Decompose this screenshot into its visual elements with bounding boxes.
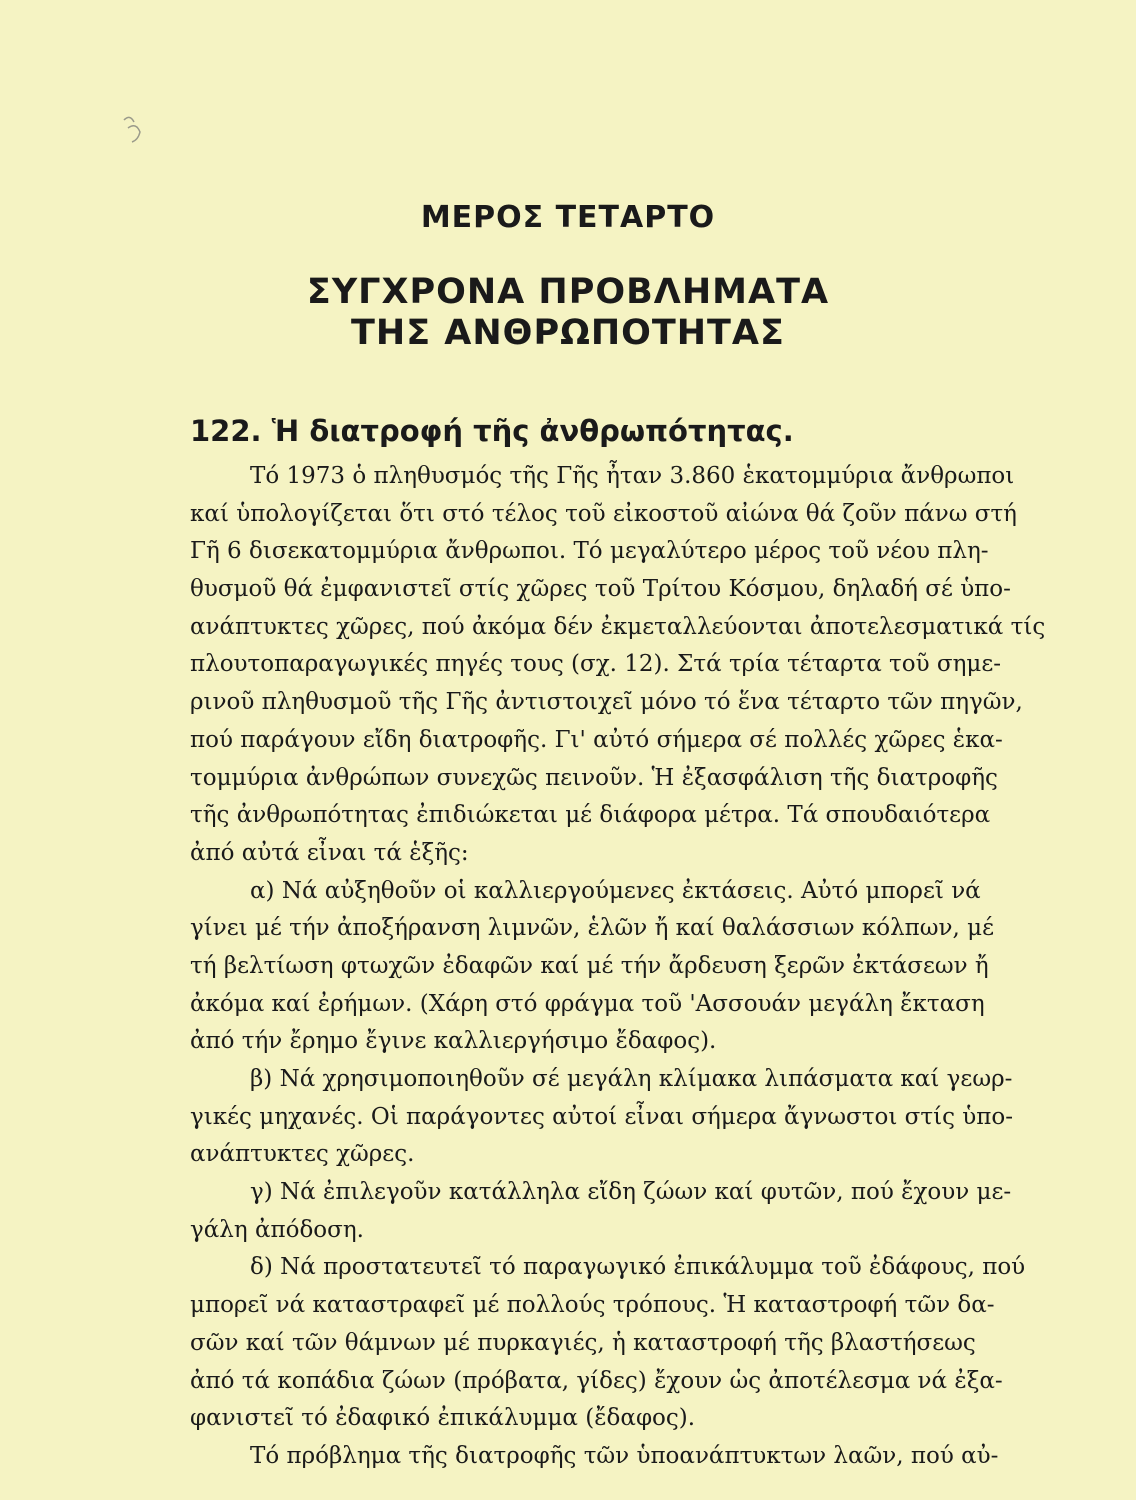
text-line: Γῆ 6 δισεκατομμύρια ἄνθρωποι. Τό μεγαλύτερο μέρος τοῦ νέου πλη- [190,538,989,565]
text-line: καί ὑπολογίζεται ὅτι στό τέλος τοῦ εἰκοστοῦ αἰώνα θά ζοῦν πάνω στή [190,500,1017,527]
text-line: ἀπό αὐτά εἶναι τά ἑξῆς: [190,839,469,866]
text-line: ρινοῦ πληθυσμοῦ τῆς Γῆς ἀντιστοιχεῖ μόνο τό ἕνα τέταρτο τῶν πηγῶν, [190,689,1023,716]
pencil-mark-icon [120,108,150,158]
text-line: φανιστεῖ τό ἐδαφικό ἐπικάλυμμα (ἔδαφος). [190,1405,696,1432]
text-line: Τό πρόβλημα τῆς διατροφῆς τῶν ὑποανάπτυκτων λαῶν, πού αὐ- [250,1442,999,1469]
text-line: γ) Νά ἐπιλεγοῦν κατάλληλα εἴδη ζώων καί φυτῶν, πού ἔχουν με- [250,1179,1012,1206]
text-line: α) Νά αὐξηθοῦν οἱ καλλιεργούμενες ἐκτάσεις. Αὐτό μπορεῖ νά [250,877,981,904]
text-line: τομμύρια ἀνθρώπων συνεχῶς πεινοῦν. Ἡ ἐξασφάλιση τῆς διατροφῆς [190,764,998,791]
text-line: πλουτοπαραγωγικές πηγές τους (σχ. 12). Στά τρία τέταρτα τοῦ σημε- [190,651,1002,678]
text-line: θυσμοῦ θά ἐμφανιστεῖ στίς χῶρες τοῦ Τρίτου Κόσμου, δηλαδή σέ ὑπο- [190,576,1011,603]
text-line: ανάπτυκτες χῶρες, πού ἀκόμα δέν ἐκμεταλλεύονται ἀποτελεσματικά τίς [190,613,1046,640]
text-line: γίνει μέ τήν ἀποξήρανση λιμνῶν, ἑλῶν ἤ καί θαλάσσιων κόλπων, μέ [190,915,995,942]
text-line: ἀκόμα καί ἐρήμων. (Χάρη στό φράγμα τοῦ 'Ασσουάν μεγάλη ἔκταση [190,990,985,1017]
text-line: ἀπό τήν ἔρημο ἔγινε καλλιεργήσιμο ἔδαφος). [190,1028,717,1055]
text-line: ἀπό τά κοπάδια ζώων (πρόβατα, γίδες) ἔχουν ὡς ἀποτέλεσμα νά ἐξα- [190,1367,1003,1394]
part-heading: ΜΕΡΟΣ ΤΕΤΑΡΤΟ [420,200,716,235]
text-line: ανάπτυκτες χῶρες. [190,1141,415,1168]
text-line: τή βελτίωση φτωχῶν ἐδαφῶν καί μέ τήν ἄρδευση ξερῶν ἐκτάσεων ἤ [190,952,989,979]
text-line: δ) Νά προστατευτεῖ τό παραγωγικό ἐπικάλυμμα τοῦ ἐδάφους, πού [250,1254,1026,1281]
text-line: Τό 1973 ὁ πληθυσμός τῆς Γῆς ἦταν 3.860 ἑκατομμύρια ἄνθρωποι [250,463,1015,489]
text-line: τῆς ἀνθρωπότητας ἐπιδιώκεται μέ διάφορα μέτρα. Τά σπουδαιότερα [190,802,991,829]
chapter-title-line-2: ΤΗΣ ΑΝΘΡΩΠΟΤΗΤΑΣ [351,313,785,353]
text-line: σῶν καί τῶν θάμνων μέ πυρκαγιές, ἡ καταστροφή τῆς βλαστήσεως [190,1329,976,1356]
text-line: μπορεῖ νά καταστραφεῖ μέ πολλούς τρόπους. Ἡ καταστροφή τῶν δα- [190,1292,995,1319]
text-line: γικές μηχανές. Οἱ παράγοντες αὐτοί εἶναι σήμερα ἄγνωστοι στίς ὑπο- [190,1103,1014,1130]
chapter-title-line-1: ΣΥΓΧΡΟΝΑ ΠΡΟΒΛΗΜΑΤΑ [306,272,830,312]
text-line: πού παράγουν εἴδη διατροφῆς. Γι' αὐτό σήμερα σέ πολλές χῶρες ἑκα- [190,726,1003,753]
body-text [190,458,1066,1476]
section-title: 122. Ἡ διατροφή τῆς ἀνθρωπότητας. [190,414,794,448]
text-line: β) Νά χρησιμοποιηθοῦν σέ μεγάλη κλίμακα λιπάσματα καί γεωρ- [250,1066,1013,1092]
text-line: γάλη ἀπόδοση. [190,1216,364,1243]
